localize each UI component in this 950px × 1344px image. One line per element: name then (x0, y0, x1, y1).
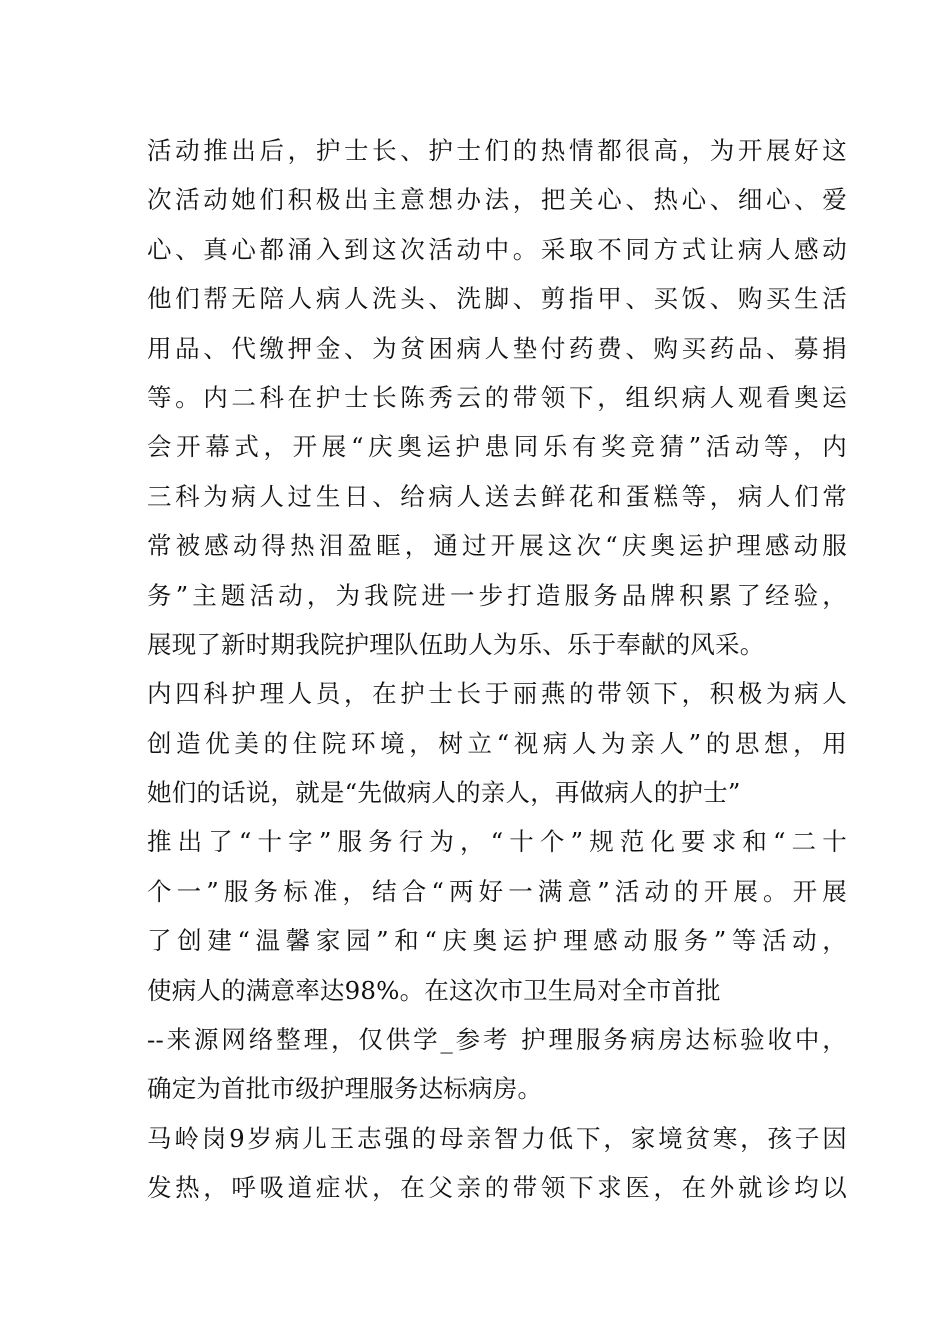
text-line: 创造优美的住院环境，树立“视病人为亲人”的思想，用 (147, 728, 847, 758)
text-line: 展现了新时期我院护理队伍助人为乐、乐于奉献的风采。 (147, 629, 765, 659)
text-line: 马岭岗9岁病儿王志强的母亲智力低下，家境贫寒，孩子因 (147, 1123, 847, 1153)
text-line: 用品、代缴押金、为贫困病人垫付药费、购买药品、募捐 (147, 333, 847, 363)
text-line: --来源网络整理，仅供学_参考 护理服务病房达标验收中， (147, 1025, 847, 1055)
text-line: 内四科护理人员，在护士长于丽燕的带领下，积极为病人 (147, 679, 847, 709)
text-line: 次活动她们积极出主意想办法，把关心、热心、细心、爱 (147, 185, 847, 215)
text-line: 等。内二科在护士长陈秀云的带领下，组织病人观看奥运 (147, 382, 847, 412)
text-line: 常被感动得热泪盈眶，通过开展这次“庆奥运护理感动服 (147, 531, 847, 561)
text-line: 她们的话说，就是“先做病人的亲人，再做病人的护士” (147, 778, 741, 808)
text-line: 心、真心都涌入到这次活动中。采取不同方式让病人感动 (147, 234, 847, 264)
text-line: 他们帮无陪人病人洗头、洗脚、剪指甲、买饭、购买生活 (147, 284, 847, 314)
text-line: 发热，呼吸道症状，在父亲的带领下求医，在外就诊均以 (147, 1173, 847, 1203)
text-line: 确定为首批市级护理服务达标病房。 (147, 1074, 543, 1104)
text-line: 推出了“十字”服务行为，“十个”规范化要求和“二十 (147, 827, 847, 857)
text-line: 三科为病人过生日、给病人送去鲜花和蛋糕等，病人们常 (147, 481, 847, 511)
text-line: 务”主题活动，为我院进一步打造服务品牌积累了经验， (147, 580, 847, 610)
document-body (147, 126, 847, 1213)
text-line: 使病人的满意率达98%。在这次市卫生局对全市首批 (147, 975, 721, 1005)
text-line: 个一”服务标准，结合“两好一满意”活动的开展。开展 (147, 876, 847, 906)
text-line: 会开幕式，开展“庆奥运护患同乐有奖竞猜”活动等，内 (147, 432, 847, 462)
text-line: 了创建“温馨家园”和“庆奥运护理感动服务”等活动， (147, 926, 847, 956)
text-line: 活动推出后，护士长、护士们的热情都很高，为开展好这 (147, 136, 847, 165)
